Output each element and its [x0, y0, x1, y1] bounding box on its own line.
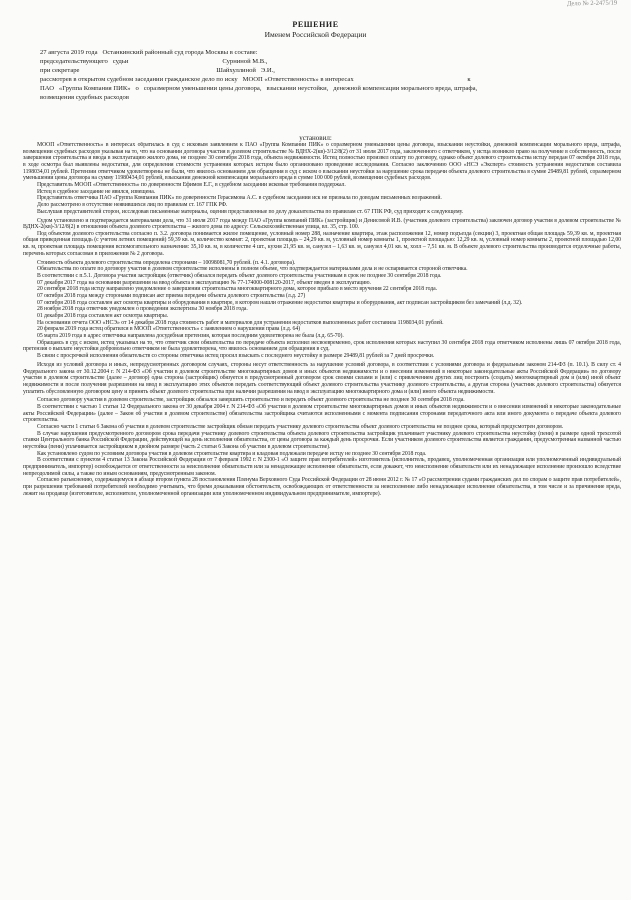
paragraph: Выслушав представителей сторон, исследовав письменные материалы, оценив представленные по делу доказательства по правилам ст. 67 ГПК РФ, суд приходит к следующему. — [37, 208, 464, 215]
decision-body — [23, 142, 621, 898]
paragraph: 07 декабря 2017 года на основании разрешения на ввод объекта в эксплуатацию № 77-174000-008120-2017, объект введен в эксплуатацию. — [37, 279, 371, 286]
paragraph: 01 декабря 2018 года составлен акт осмотра квартиры. — [37, 313, 169, 319]
paragraph: 07 октября 2018 года составлен акт осмотра квартиры и оборудования в квартире, в котором нашли отражение недостатки квартиры и оборудования, акт подписан застройщиком без замечаний (л.д. 32). — [37, 299, 523, 306]
paragraph: Обязательства по оплате по договору участия в долевом строительстве исполнены в полном объеме, что подтверждается материалами дела и не оспаривается стороной ответчика. — [37, 266, 468, 273]
case-number: Дело № 2-2475/19 — [566, 0, 618, 8]
paragraph: В связи с просрочкой исполнения обязательств со стороны ответчика истец просил взыскать с последнего неустойку в размере 29489,81 рублей за 7 дней просрочки. — [37, 352, 435, 359]
paragraph: В соответствии с п.5.1. Договора участия застройщик (ответчик) обязался передать объект долевого строительства участникам в срок не позднее 30 сентября 2018 года. — [37, 273, 442, 280]
intro-block — [40, 48, 620, 102]
paragraph: Стоимость объекта долевого строительства определена сторонами – 10098081,70 рублей. (п. 4.1. договора). — [37, 259, 296, 266]
paragraph: В соответствии с пунктом 4 статьи 13 Закона Российской Федерации от 7 февраля 1992 г. N 2300-1 «О защите прав потребителей» изготовитель (исполнитель, продавец, уполномоченная организация или уполномоченный индивидуальный предприниматель, импортер) освобождается от ответственности за неисполнение обязательств или за ненадлежащее исполнение обязательств, если докажет, что неисполнение обязательств или их ненадлежащее исполнение произошло вследствие непреодолимой силы, а также по иным основаниям, предусмотренным законом. — [23, 457, 621, 477]
intro-case-subject: рассмотрев в открытом судебном заседании гражданское дело по иску МООП «Ответственность» в интересах к — [40, 76, 471, 83]
intro-claims: ПАО «Группа Компания ПИК» о соразмерном уменьшении цены договора, взыскании неустойки, денежной компенсации морального вреда, штрафа, — [40, 85, 478, 92]
intro-claims-end: возмещения судебных расходов — [40, 94, 129, 101]
paragraph: Исходя из условий договора и иных, непредусмотренных договором случаях, стороны несут ответственность за нарушение условий договора, в соответствии с условиями договора и федеральным законом 214-ФЗ (п. 10.1). В силу ст. 4 Федерального закона от 30.12.2004 г. N 214-ФЗ «Об участии в долевом строительстве многоквартирных домов и иных объектов недвижимости и о внесении изменений в некоторые законодательные акты Российской Федерации» по договору участия в долевом строительстве (далее – договор) одна сторона (застройщик) обязуется в предусмотренный договором срок своими силами и (или) с привлечением других лиц построить (создать) многоквартирный дом и (или) иной объект недвижимости и после получения разрешения на ввод в эксплуатацию этих объектов передать соответствующий объект долевого строительства участнику долевого строительства, а другая сторона (участник долевого строительства) обязуется уплатить обусловленную договором цену и принять объект долевого строительства при наличии разрешения на ввод в эксплуатацию многоквартирного дома и (или) иного объекта недвижимости. — [23, 361, 621, 395]
paragraph: В соответствии с частью 1 статьи 12 Федерального закона от 30 декабря 2004 г. N 214-ФЗ «Об участии в долевом строительстве многоквартирных домов и иных объектов недвижимости и о внесении изменений в некоторые законодательные акты Российской Федерации» (далее – Закон об участии в долевом строительстве) обязательства застройщика считаются исполненными с момента подписания сторонами передаточного акта или иного документа о передаче объекта долевого строительства. — [23, 404, 621, 424]
paragraph: Судом установлено и подтверждается материалами дела, что 31 июля 2017 года между ПАО «Группа компаний ПИК» (застройщик) и Денисовой И.В. (участник долевого строительства) заключен договор участия в долевом строительстве № ВДНХ-2(кв)-3/12/8(2) в отношении объекта долевого строительства – жилого дома по адресу: Сельскохозяйственная улица, вл. 35, стр. 100. — [23, 217, 621, 231]
paragraph: Обращаясь в суд с иском, истец указывал на то, что ответчик свои обязательства по передаче объекта исполнил несвоевременно, срок исполнения которых наступил 30 сентября 2018 года ответчиком исполнены лишь 07 октября 2018 года, претензия о выплате неустойки добровольно ответчиком не была удовлетворена, что явилось основанием для обращения в суд. — [23, 339, 621, 353]
paragraph: МООП «Ответственность» в интересах обратилась в суд с исковым заявлением к ПАО «Группа Компании ПИК» о соразмерном уменьшении цены договора, взыскании неустойки, денежной компенсации морального вреда, штрафа, возмещении судебных расходов указывая на то, что на основании договора участия в долевом строительстве № ВДНХ-2(кв)-3/12/8(2) от 31 июля 2017 года, заключенного с ответчиком, у истца возникло право на получение в собственность, после завершения строительства и ввода в эксплуатацию жилого дома, не позднее 30 сентября 2018 года, объекта недвижимости. Истец полностью произвел оплату по договору, однако объект долевого строительства истцу передан 07 октября 2018 года, в ходе осмотра был выявлены недостатки, для определения стоимости устранения которых истцом было организовано проведение исследования. Согласно заключению ООО «НСЭ «Эксперт» стоимость устранения недостатков составила 1198034,01 рублей. Претензии ответчиком удовлетворены не были, что явилось основанием для обращения в суд с иском о взыскании неустойки за нарушение срока передачи объекта долевого строительства в сумме 29489,81 рублей, соразмерном уменьшении цены договора на сумму 11980434,01 рублей, взыскании денежной компенсации морального вреда в сумме 100 000 рублей, возмещении судебных расходов. — [23, 142, 621, 182]
paragraph: 28 ноября 2018 года ответчик уведомлен о проведении экспертизы 30 ноября 2018 года. — [37, 306, 248, 313]
paragraph: В случае нарушения предусмотренного договором срока передачи участнику долевого строительства объекта долевого строительства застройщик уплачивает участнику долевого строительства неустойку (пени) в размере одной трехсотой ставки Центрального банка Российской Федерации, действующей на день исполнения обязательства, от цены договора за каждый день просрочки. Если участником долевого строительства является гражданин, предусмотренная названной частью неустойка (пени) уплачивается застройщиком в двойном размере (часть 2 статьи 6 Закона об участии в долевом строительстве). — [23, 430, 621, 451]
paragraph: Представитель МООП «Ответственность» по доверенности Ефимов Е.Г., в судебном заседании исковые требования поддержал. — [37, 181, 346, 188]
paragraph: Согласно разъяснению, содержащемуся в абзаце втором пункта 28 постановления Пленума Верховного Суда Российской Федерации от 28 июня 2012 г. № 17 «О рассмотрении судами гражданских дел по спорам о защите прав потребителей», при разрешении требований потребителей необходимо учитывать, что бремя доказывания обстоятельств, освобождающих от ответственности за неисполнение либо ненадлежащее исполнение обязательства, в том числе и за причинение вреда, лежит на продавце (изготовителе, исполнителе, уполномоченной организации или уполномоченном индивидуальном предпринимателе, импортере). — [23, 477, 621, 497]
paragraph: 20 сентября 2018 года истцу направлено уведомление о завершении строительства многоквартирного дома, которое прибыло в место вручения 22 сентября 2018 года. — [37, 286, 438, 293]
paragraph: 07 октября 2018 года между сторонами подписан акт приема передачи объекта долевого строительства (л.д. 27) — [37, 293, 306, 300]
document-subtitle: Именем Российской Федерации — [264, 30, 367, 39]
paragraph: Дело рассмотрено в отсутствие неявившихся лиц по правилам ст. 167 ГПК РФ. — [37, 201, 228, 208]
title-block — [0, 20, 631, 40]
paragraph: На основании отчета ООО «НСЭ» от 14 декабря 2018 года стоимость работ и материалов для устранения недостатков выполненных работ составила 1198034,01 рублей. — [37, 319, 444, 326]
document-title: РЕШЕНИЕ — [292, 20, 339, 29]
paragraph: Представитель ответчика ПАО «Группа Компания ПИК» по доверенности Герасимова А.С. в судебном заседании иск не признала по доводам письменных возражений. — [37, 195, 442, 202]
paragraph: Под объектом долевого строительства согласно п. 3.2. договора понимается жилое помещение, условный номер 288, назначение квартира, этаж расположения 12, номер подъезда (секции) 3, проектная общая площадь 59,39 кв. м, проектная общая приведенная площадь (с учетом летних помещений) 59,39 кв. м, количество комнат: 2, проектная площадь – 24,29 кв. м, условный номер комнаты 1, проектной площадью: 12,29 кв. м, условный номер комнаты 2, проектной площадью 12,00 кв. м, проектная площадь помещения вспомогательного назначения: 35,10 кв. м, в количестве 4 шт., кухня 21,95 кв. м, санузел – 1,63 кв. м, санузел 4,01 кв. м, холл – 7,51 кв. м. В объекте долевого строительства производится отделочные работы, перечень которых согласован в приложении № 2 договора. — [23, 230, 621, 257]
intro-judge: председательствующего судьи Сурниной М.В., — [40, 58, 268, 65]
paragraph: 20 февраля 2019 года истец обратился в МООП «Ответственность» с заявлением о нарушении права (л.д. 64) — [37, 326, 301, 333]
paragraph: Истец в судебное заседание не явился, извещена. — [37, 188, 156, 195]
intro-date-court: 27 августа 2019 года Останкинский районный суд города Москвы в составе: — [40, 49, 258, 56]
intro-secretary: при секретаре Шайхуллиной Э.И., — [40, 67, 275, 74]
paragraph: Согласно договору участия в долевом строительстве, застройщик обязался завершить строительство и передать объект долевого строительства не позднее 30 сентября 2018 года. — [37, 397, 465, 404]
paragraph: Согласно части 1 статьи 6 Закона об участии в долевом строительстве застройщик обязан передать участнику долевого строительства объект долевого строительства не позднее срока, который предусмотрен договором. — [37, 424, 564, 431]
paragraph: Как установлено судом по условиям договора участия в долевом строительстве квартира и кладовая подлежали передаче истцу не позднее 30 сентября 2018 года. — [37, 450, 427, 457]
section-heading-established: установил: — [299, 134, 332, 142]
paragraph: 05 марта 2019 года в адрес ответчика направлена досудебная претензия, которая последним удовлетворена не была (л.д. 65-70). — [37, 332, 344, 339]
